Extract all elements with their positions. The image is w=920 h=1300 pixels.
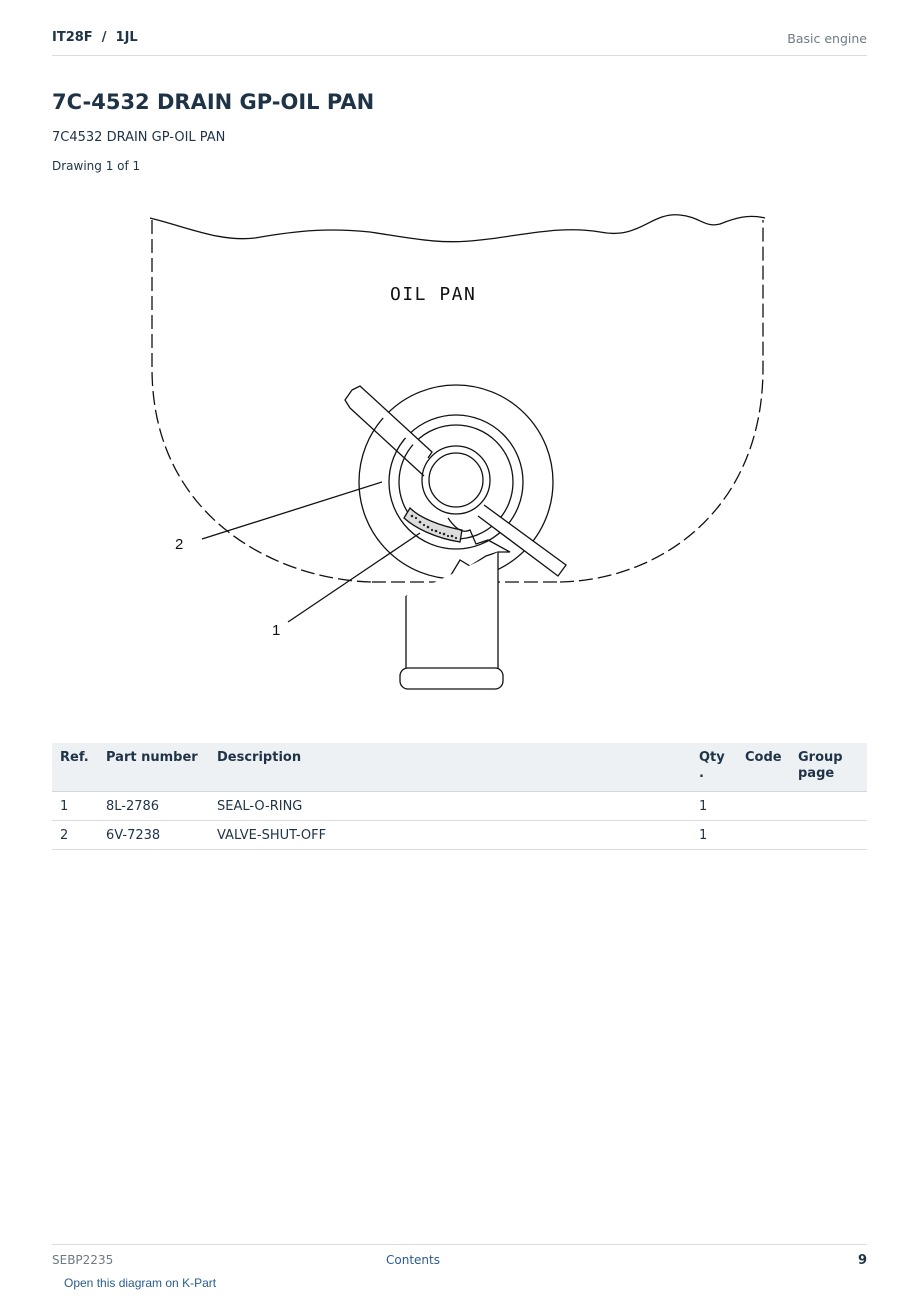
callout-2: 2 bbox=[175, 536, 184, 553]
cell-code bbox=[737, 792, 790, 821]
table-row bbox=[52, 792, 867, 821]
cell-qty: 1 bbox=[691, 792, 737, 821]
open-in-kpart-link[interactable]: Open this diagram on K-Part bbox=[64, 1276, 217, 1290]
col-group-page: Group page bbox=[790, 743, 867, 792]
page-header bbox=[52, 28, 867, 56]
leader-line-1 bbox=[288, 533, 420, 622]
col-ref: Ref. bbox=[52, 743, 98, 792]
section-name: Basic engine bbox=[787, 31, 867, 46]
cell-part-number: 8L-2786 bbox=[98, 792, 209, 821]
col-code: Code bbox=[737, 743, 790, 792]
page-title: 7C-4532 DRAIN GP-OIL PAN bbox=[52, 90, 375, 114]
contents-link[interactable]: Contents bbox=[386, 1253, 440, 1267]
cell-ref: 1 bbox=[52, 792, 98, 821]
page-subtitle: 7C4532 DRAIN GP-OIL PAN bbox=[52, 130, 226, 145]
table-row bbox=[52, 821, 867, 850]
page-footer bbox=[52, 1244, 867, 1275]
leader-line-2 bbox=[202, 482, 382, 539]
drain-body bbox=[406, 552, 498, 672]
col-qty: Qty . bbox=[691, 743, 737, 792]
drain-cap bbox=[400, 668, 503, 689]
page-number: 9 bbox=[857, 1253, 867, 1268]
cell-description: VALVE-SHUT-OFF bbox=[209, 821, 691, 850]
valve-stem-outer bbox=[422, 446, 490, 514]
pan-break-line bbox=[150, 215, 765, 242]
cell-code bbox=[737, 821, 790, 850]
parts-diagram bbox=[120, 200, 800, 710]
valve-stem-inner bbox=[429, 453, 483, 507]
drawing-count: Drawing 1 of 1 bbox=[52, 159, 141, 173]
diagram-label: OIL PAN bbox=[390, 284, 477, 305]
col-part-number: Part number bbox=[98, 743, 209, 792]
parts-table bbox=[52, 743, 867, 850]
cell-ref: 2 bbox=[52, 821, 98, 850]
cell-part-number: 6V-7238 bbox=[98, 821, 209, 850]
cell-group-page bbox=[790, 821, 867, 850]
col-description: Description bbox=[209, 743, 691, 792]
cell-description: SEAL-O-RING bbox=[209, 792, 691, 821]
callout-1: 1 bbox=[272, 622, 281, 639]
cell-group-page bbox=[790, 792, 867, 821]
breadcrumb: IT28F / 1JL bbox=[52, 30, 138, 45]
document-id: SEBP2235 bbox=[52, 1253, 114, 1267]
parts-table-header bbox=[52, 743, 867, 792]
cell-qty: 1 bbox=[691, 821, 737, 850]
